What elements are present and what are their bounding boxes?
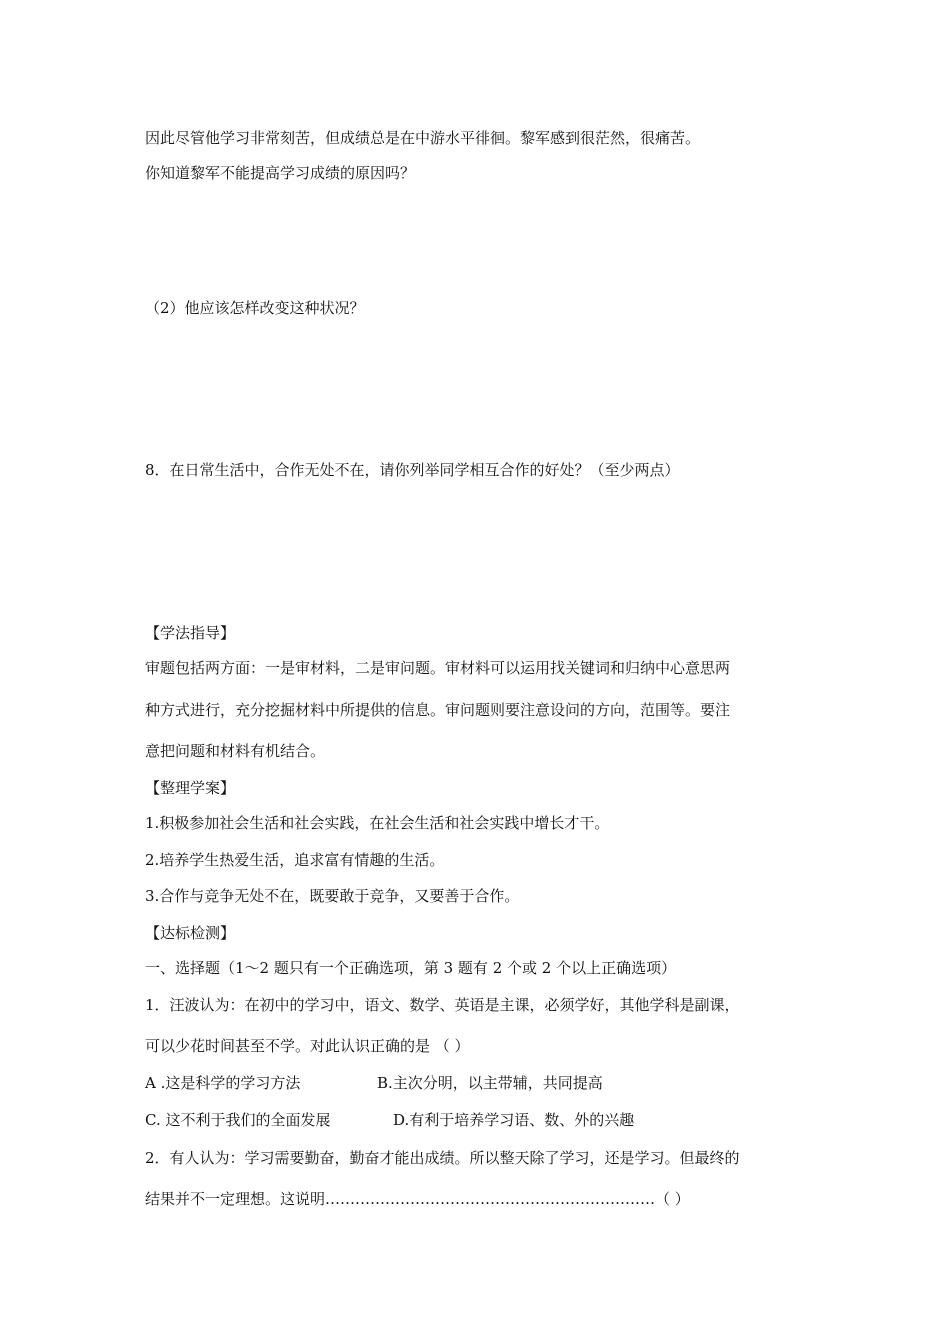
option-a: A .这是科学的学习方法 [145,1074,301,1092]
choice-section-title: 一、选择题（1～2 题只有一个正确选项，第 3 题有 2 个或 2 个以上正确选项） [145,959,677,977]
material-text-line: 因此尽管他学习非常刻苦，但成绩总是在中游水平徘徊。黎军感到很茫然，很痛苦。 [145,129,701,147]
summary-item: 2.培养学生热爱生活，追求富有情趣的生活。 [145,851,445,869]
question-1-text: 1．汪波认为：在初中的学习中，语文、数学、英语是主课，必须学好，其他学科是副课， [145,996,740,1014]
study-guide-paragraph-line: 意把问题和材料有机结合。 [145,742,326,760]
study-guide-paragraph-line: 种方式进行，充分挖掘材料中所提供的信息。审问题则要注意设问的方向，范围等。要注 [145,701,731,719]
question-2-text: 2．有人认为：学习需要勤奋，勤奋才能出成绩。所以整天除了学习，还是学习。但最终的 [145,1149,740,1167]
option-d: D.有利于培养学习语、数、外的兴趣 [393,1111,635,1129]
section-heading-study-guide: 【学法指导】 [145,624,236,642]
question-7-1-text: 你知道黎军不能提高学习成绩的原因吗？ [145,164,416,182]
summary-item: 1.积极参加社会生活和社会实践，在社会生活和社会实践中增长才干。 [145,814,610,832]
section-heading-summary: 【整理学案】 [145,779,236,797]
summary-item: 3.合作与竞争无处不在，既要敢于竞争，又要善于合作。 [145,887,520,905]
section-heading-assessment: 【达标检测】 [145,924,236,942]
question-7-2-text: （2）他应该怎样改变这种状况？ [145,299,365,317]
question-1-text: 可以少花时间甚至不学。对此认识正确的是 （ ） [145,1037,470,1055]
option-c: C. 这不利于我们的全面发展 [145,1111,331,1129]
question-8-text: 8．在日常生活中，合作无处不在，请你列举同学相互合作的好处？（至少两点） [145,461,680,479]
option-b: B.主次分明，以主带辅，共同提高 [377,1074,603,1092]
question-2-text: 结果并不一定理想。这说明…………………………………………………………（ ） [145,1190,690,1208]
study-guide-paragraph-line: 审题包括两方面：一是审材料，二是审问题。审材料可以运用找关键词和归纳中心意思两 [145,659,731,677]
